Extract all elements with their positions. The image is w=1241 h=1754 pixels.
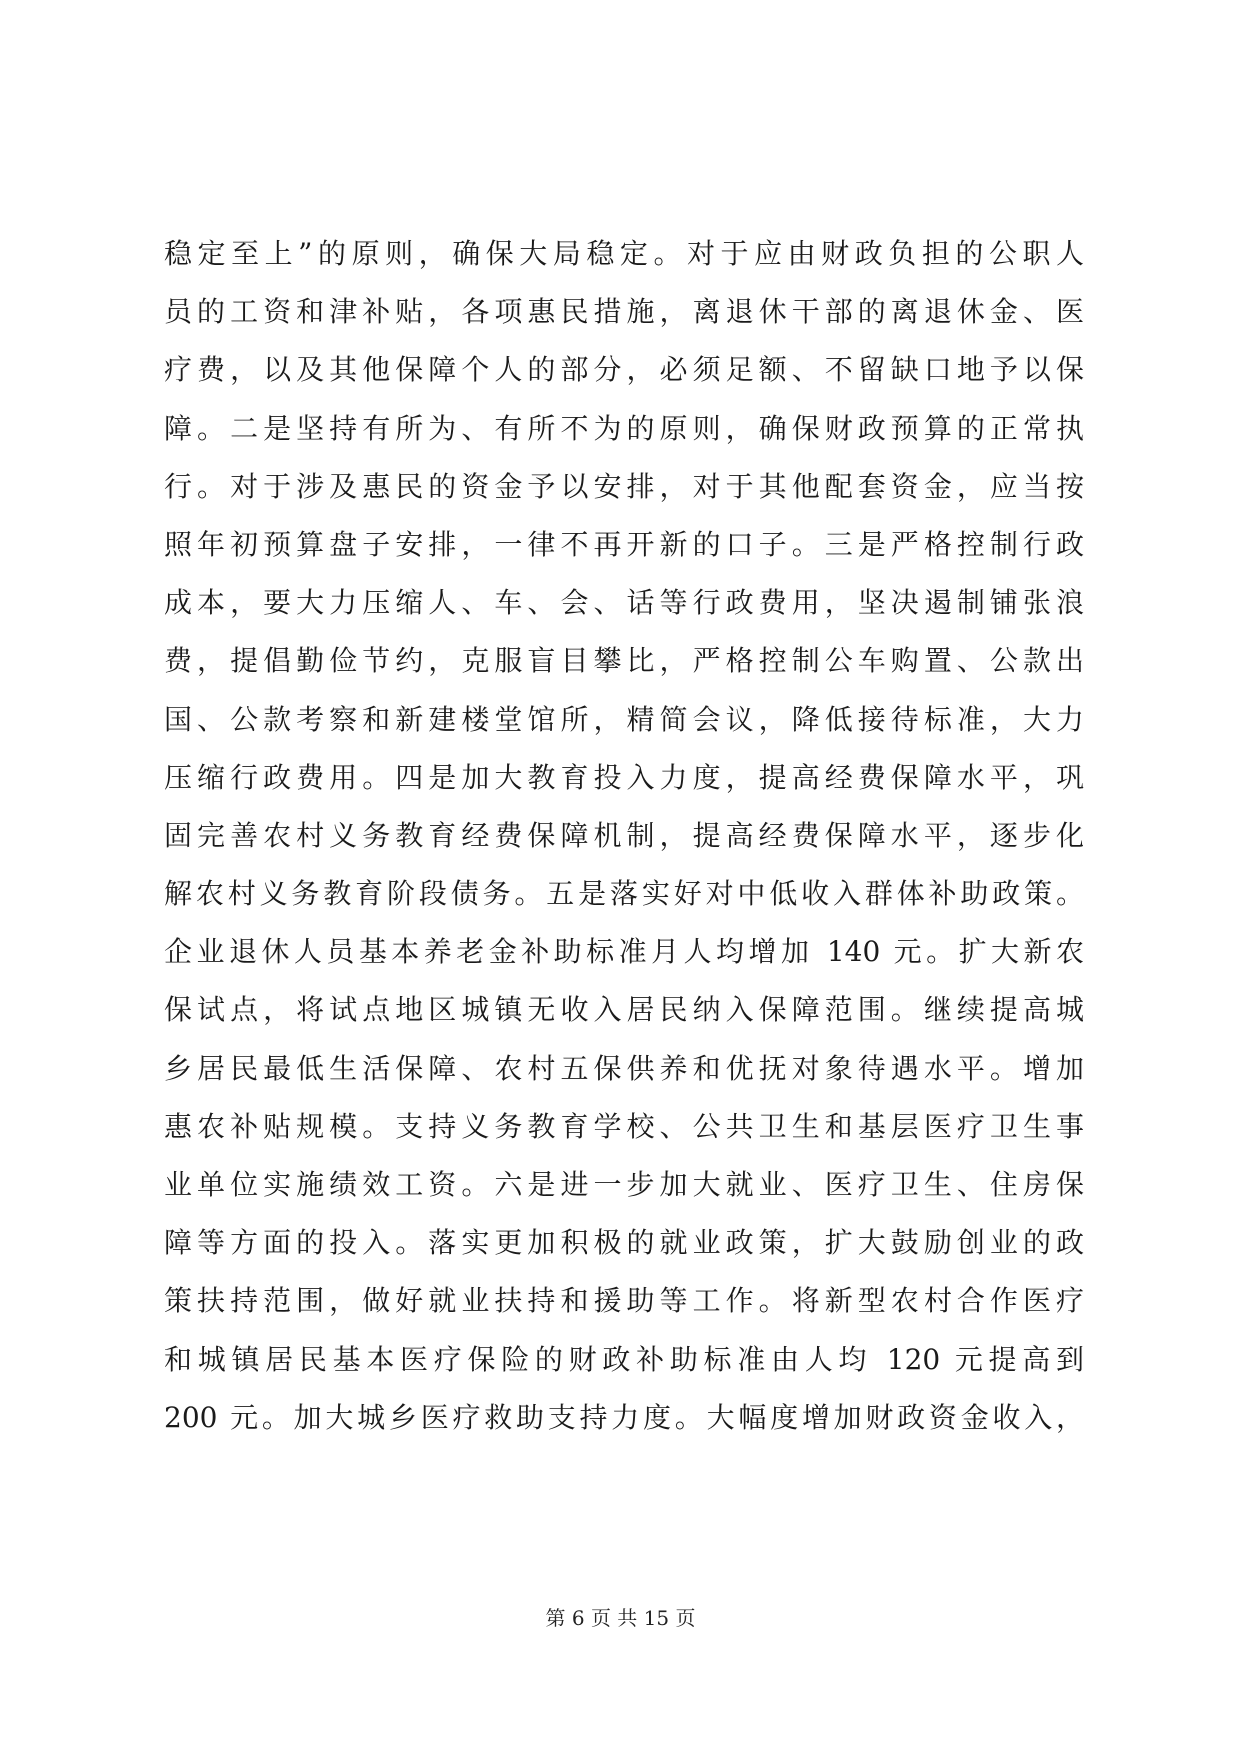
text-line-7: 成本，要大力压缩人、车、会、话等行政费用，坚决遏制铺张浪 <box>164 586 1084 620</box>
text-line-11: 固完善农村义务教育经费保障机制，提高经费保障水平，逐步化 <box>164 818 1084 852</box>
text-line-17: 业单位实施绩效工资。六是进一步加大就业、医疗卫生、住房保 <box>164 1168 1084 1201</box>
text-line-12: 解农村义务教育阶段债务。五是落实好对中低收入群体补助政策。 <box>164 877 1084 911</box>
text-line-5: 行。对于涉及惠民的资金予以安排，对于其他配套资金，应当按 <box>164 469 1084 503</box>
text-line-16: 惠农补贴规模。支持义务教育学校、公共卫生和基层医疗卫生事 <box>164 1109 1084 1143</box>
text-line-15: 乡居民最低生活保障、农村五保供养和优抚对象待遇水平。增加 <box>164 1051 1084 1085</box>
text-line-3: 疗费，以及其他保障个人的部分，必须足额、不留缺口地予以保 <box>164 353 1084 387</box>
text-line-2: 员的工资和津补贴，各项惠民措施，离退休干部的离退休金、医 <box>164 295 1084 329</box>
text-line-1: 稳定至上”的原则，确保大局稳定。对于应由财政负担的公职人 <box>164 237 1084 270</box>
text-line-8: 费，提倡勤俭节约，克服盲目攀比，严格控制公车购置、公款出 <box>164 644 1084 678</box>
text-line-6: 照年初预算盘子安排，一律不再开新的口子。三是严格控制行政 <box>164 527 1084 561</box>
text-line-10: 压缩行政费用。四是加大教育投入力度，提高经费保障水平，巩 <box>164 760 1084 794</box>
page-number-footer: 第 6 页 共 15 页 <box>545 1606 696 1630</box>
body-text <box>164 225 1084 1447</box>
text-line-9: 国、公款考察和新建楼堂馆所，精简会议，降低接待标准，大力 <box>164 702 1084 736</box>
text-line-13: 企业退休人员基本养老金补助标准月人均增加 140 元。扩大新农 <box>164 935 1084 969</box>
text-line-4: 障。二是坚持有所为、有所不为的原则，确保财政预算的正常执 <box>164 411 1084 445</box>
text-line-21: 200 元。加大城乡医疗救助支持力度。大幅度增加财政资金收入， <box>164 1400 1084 1434</box>
text-line-14: 保试点，将试点地区城镇无收入居民纳入保障范围。继续提高城 <box>164 993 1084 1027</box>
text-line-20: 和城镇居民基本医疗保险的财政补助标准由人均 120 元提高到 <box>164 1342 1084 1376</box>
text-line-18: 障等方面的投入。落实更加积极的就业政策，扩大鼓励创业的政 <box>164 1226 1084 1260</box>
text-line-19: 策扶持范围，做好就业扶持和援助等工作。将新型农村合作医疗 <box>164 1284 1084 1318</box>
